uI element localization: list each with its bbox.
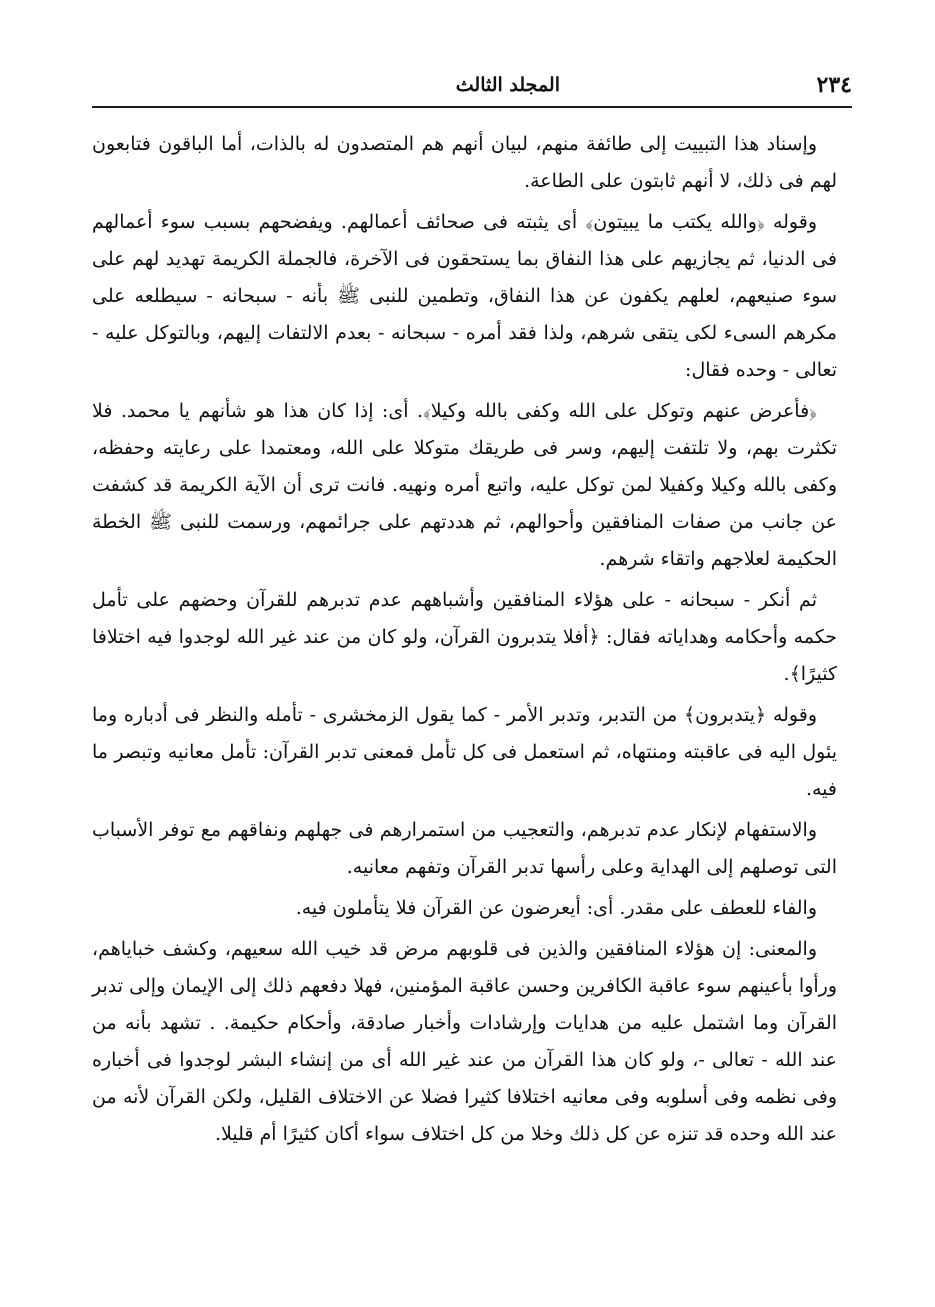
paragraph: والفاء للعطف على مقدر. أى: أيعرضون عن القرآن فلا يتأملون فيه. bbox=[295, 897, 817, 919]
paragraph: والمعنى: إن هؤلاء المنافقين والذين فى قلوبهم مرض قد خيب الله سعيهم، وكشف خباياهم، ورأوا بأعينهم سوء عاقبة الكافرين وحسن عاقبة المؤمنين، فهلا دفعهم ذلك إلى الإيمان وإلى تدبر القرآن وما اشتمل عليه من هدايات وإرشادات وأخبار صادقة، وأحكام حكيمة. . تشهد بأنه من عند الله - تعالى -، ولو كان هذا القرآن من عند غير الله أى من إنشاء البشر لوجدوا فى أخباره وفى نظمه وفى أسلوبه وفى معانيه اختلافا كثيرا فضلا عن الاختلاف القليل، ولكن القرآن لأنه من عند الله وحده قد تنزه عن كل ذلك وخلا من كل اختلاف سواء أكان كثيرًا أم قليلا. bbox=[92, 938, 837, 1145]
paragraph: ﴿فأعرض عنهم وتوكل على الله وكفى بالله وكيلا﴾. أى: إذا كان هذا هو شأنهم يا محمد. فلا تكثرت بهم، ولا تلتفت إليهم، وسر فى طريقك متوكلا على الله، ومعتمدا على رعايته وحفظه، وكفى بالله وكيلا وكفيلا لمن توكل عليه، واتبع أمره ونهيه. فانت ترى أن الآية الكريمة قد كشفت عن جانب من صفات المنافقين وأحوالهم، ثم هددتهم على جرائمهم، ورسمت للنبى ﷺ الخطة الحكيمة لعلاجهم واتقاء شرهم. bbox=[92, 400, 837, 570]
paragraph: وإسناد هذا التبييت إلى طائفة منهم، لبيان أنهم هم المتصدون له بالذات، أما الباقون فتابعون لهم فى ذلك، لا أنهم ثابتون على الطاعة. bbox=[92, 133, 837, 192]
page-number: ٢٣٤ bbox=[816, 72, 852, 98]
paragraph: والاستفهام لإنكار عدم تدبرهم، والتعجيب من استمرارهم فى جهلهم ونفاقهم مع توفر الأسباب التى توصلهم إلى الهداية وعلى رأسها تدبر القرآن وتفهم معانيه. bbox=[92, 819, 837, 878]
volume-title: المجلد الثالث bbox=[455, 74, 560, 96]
paragraph: ثم أنكر - سبحانه - على هؤلاء المنافقين وأشباههم عدم تدبرهم للقرآن وحضهم على تأمل حكمه وأحكامه وهداياته فقال: ﴿أفلا يتدبرون القرآن، ولو كان من عند غير الله لوجدوا فيه اختلافا كثيرًا﴾. bbox=[92, 589, 837, 685]
paragraph: وقوله ﴿والله يكتب ما يبيتون﴾ أى يثبته فى صحائف أعمالهم. ويفضحهم بسبب سوء أعمالهم فى الدنيا، ثم يجازيهم على هذا النفاق بما يستحقون فى الآخرة، فالجملة الكريمة تهديد لهم على سوء صنيعهم، لعلهم يكفون عن هذا النفاق، وتطمين للنبى ﷺ بأنه - سبحانه - سيطلعه على مكرهم السىء لكى يتقى شرهم، ولذا فقد أمره - سبحانه - بعدم الالتفات إليهم، وبالتوكل عليه - تعالى - وحده فقال: bbox=[92, 211, 837, 381]
body-text bbox=[92, 126, 837, 1153]
header-divider bbox=[92, 106, 852, 108]
paragraph: وقوله ﴿يتدبرون﴾ من التدبر، وتدبر الأمر - كما يقول الزمخشرى - تأمله والنظر فى أدباره وما يئول اليه فى عاقبته ومنتهاه، ثم استعمل فى كل تأمل فمعنى تدبر القرآن: تأمل معانيه وتبصر ما فيه. bbox=[92, 704, 837, 800]
running-header bbox=[92, 70, 852, 104]
